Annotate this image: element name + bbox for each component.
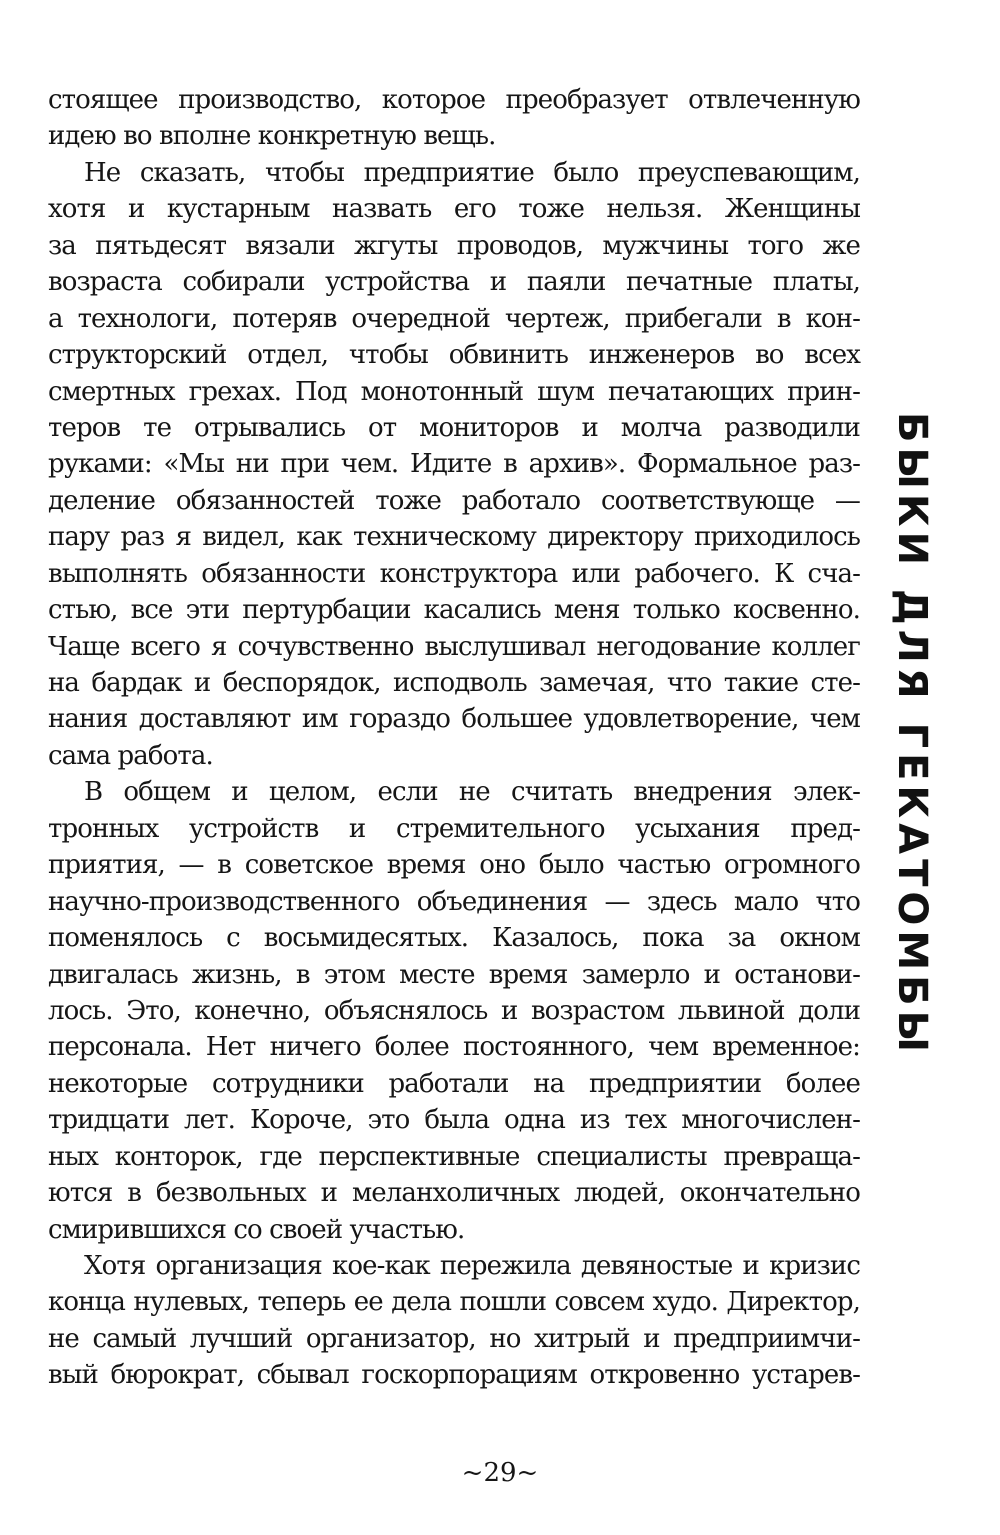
- text-line: смирившихся со своей участью.: [48, 1214, 465, 1245]
- text-line: не самый лучший организатор, но хитрый и предприимчи-: [48, 1323, 860, 1354]
- text-line: идею во вполне конкретную вещь.: [48, 121, 496, 152]
- text-line: возраста собирали устройства и паяли печатные платы,: [48, 267, 860, 298]
- text-line: а технологи, потеряв очередной чертеж, прибегали в кон-: [48, 303, 860, 334]
- text-line: некоторые сотрудники работали на предприятии более: [48, 1068, 860, 1099]
- text-line: двигалась жизнь, в этом месте время замерло и останови-: [48, 959, 860, 990]
- text-line: деление обязанностей тоже работало соответствующе —: [48, 485, 860, 516]
- text-line: ются в безвольных и меланхоличных людей, окончательно: [48, 1178, 860, 1209]
- text-line: вый бюрократ, сбывал госкорпорациям откровенно устарев-: [48, 1360, 860, 1391]
- text-line: руками: «Мы ни при чем. Идите в архив». Формальное раз-: [48, 449, 860, 480]
- text-line: сама работа.: [48, 740, 213, 771]
- text-line: Чаще всего я сочувственно выслушивал негодование коллег: [48, 631, 860, 662]
- text-line: тронных устройств и стремительного усыхания пред-: [48, 813, 860, 844]
- text-line: на бардак и беспорядок, исподволь замечая, что такие сте-: [48, 668, 860, 698]
- running-head-label: БЫКИ ДЛЯ ГЕКАТОМБЫ: [889, 412, 935, 1058]
- text-line: поменялось с восьмидесятых. Казалось, пока за окном: [48, 923, 860, 954]
- text-line: пару раз я видел, как техническому директору приходилось: [48, 522, 860, 553]
- text-line: персонала. Нет ничего более постоянного, чем временное:: [48, 1032, 860, 1063]
- running-head: [882, 412, 942, 1058]
- text-line: за пятьдесят вязали жгуты проводов, мужчины того же: [48, 230, 860, 261]
- text-line: нания доставляют им гораздо большее удовлетворение, чем: [48, 704, 860, 735]
- text-line: приятия, — в советское время оно было частью огромного: [48, 850, 860, 881]
- text-line: структорский отдел, чтобы обвинить инженеров во всех: [48, 340, 860, 371]
- text-line: Хотя организация кое-как пережила девяностые и кризис: [84, 1251, 860, 1281]
- text-line: конца нулевых, теперь ее дела пошли совсем худо. Директор,: [48, 1287, 860, 1318]
- text-line: смертных грехах. Под монотонный шум печатающих прин-: [48, 376, 860, 407]
- page-number: ~29~: [461, 1458, 539, 1488]
- text-line: тридцати лет. Короче, это была одна из тех многочислен-: [48, 1105, 860, 1136]
- text-line: теров те отрывались от мониторов и молча разводили: [48, 412, 860, 443]
- text-line: Не сказать, чтобы предприятие было преуспевающим,: [84, 157, 860, 188]
- text-line: хотя и кустарным назвать его тоже нельзя. Женщины: [48, 194, 860, 225]
- body-text: [48, 82, 860, 1394]
- text-line: лось. Это, конечно, объяснялось и возрастом львиной доли: [48, 995, 860, 1026]
- text-line: стью, все эти пертурбации касались меня только косвенно.: [48, 595, 860, 626]
- text-line: ных конторок, где перспективные специалисты превраща-: [48, 1141, 860, 1172]
- text-line: В общем и целом, если не считать внедрения элек-: [84, 777, 860, 808]
- text-line: научно-производственного объединения — здесь мало что: [48, 886, 860, 917]
- text-line: выполнять обязанности конструктора или рабочего. К сча-: [48, 558, 860, 589]
- text-line: стоящее производство, которое преобразует отвлеченную: [48, 85, 860, 115]
